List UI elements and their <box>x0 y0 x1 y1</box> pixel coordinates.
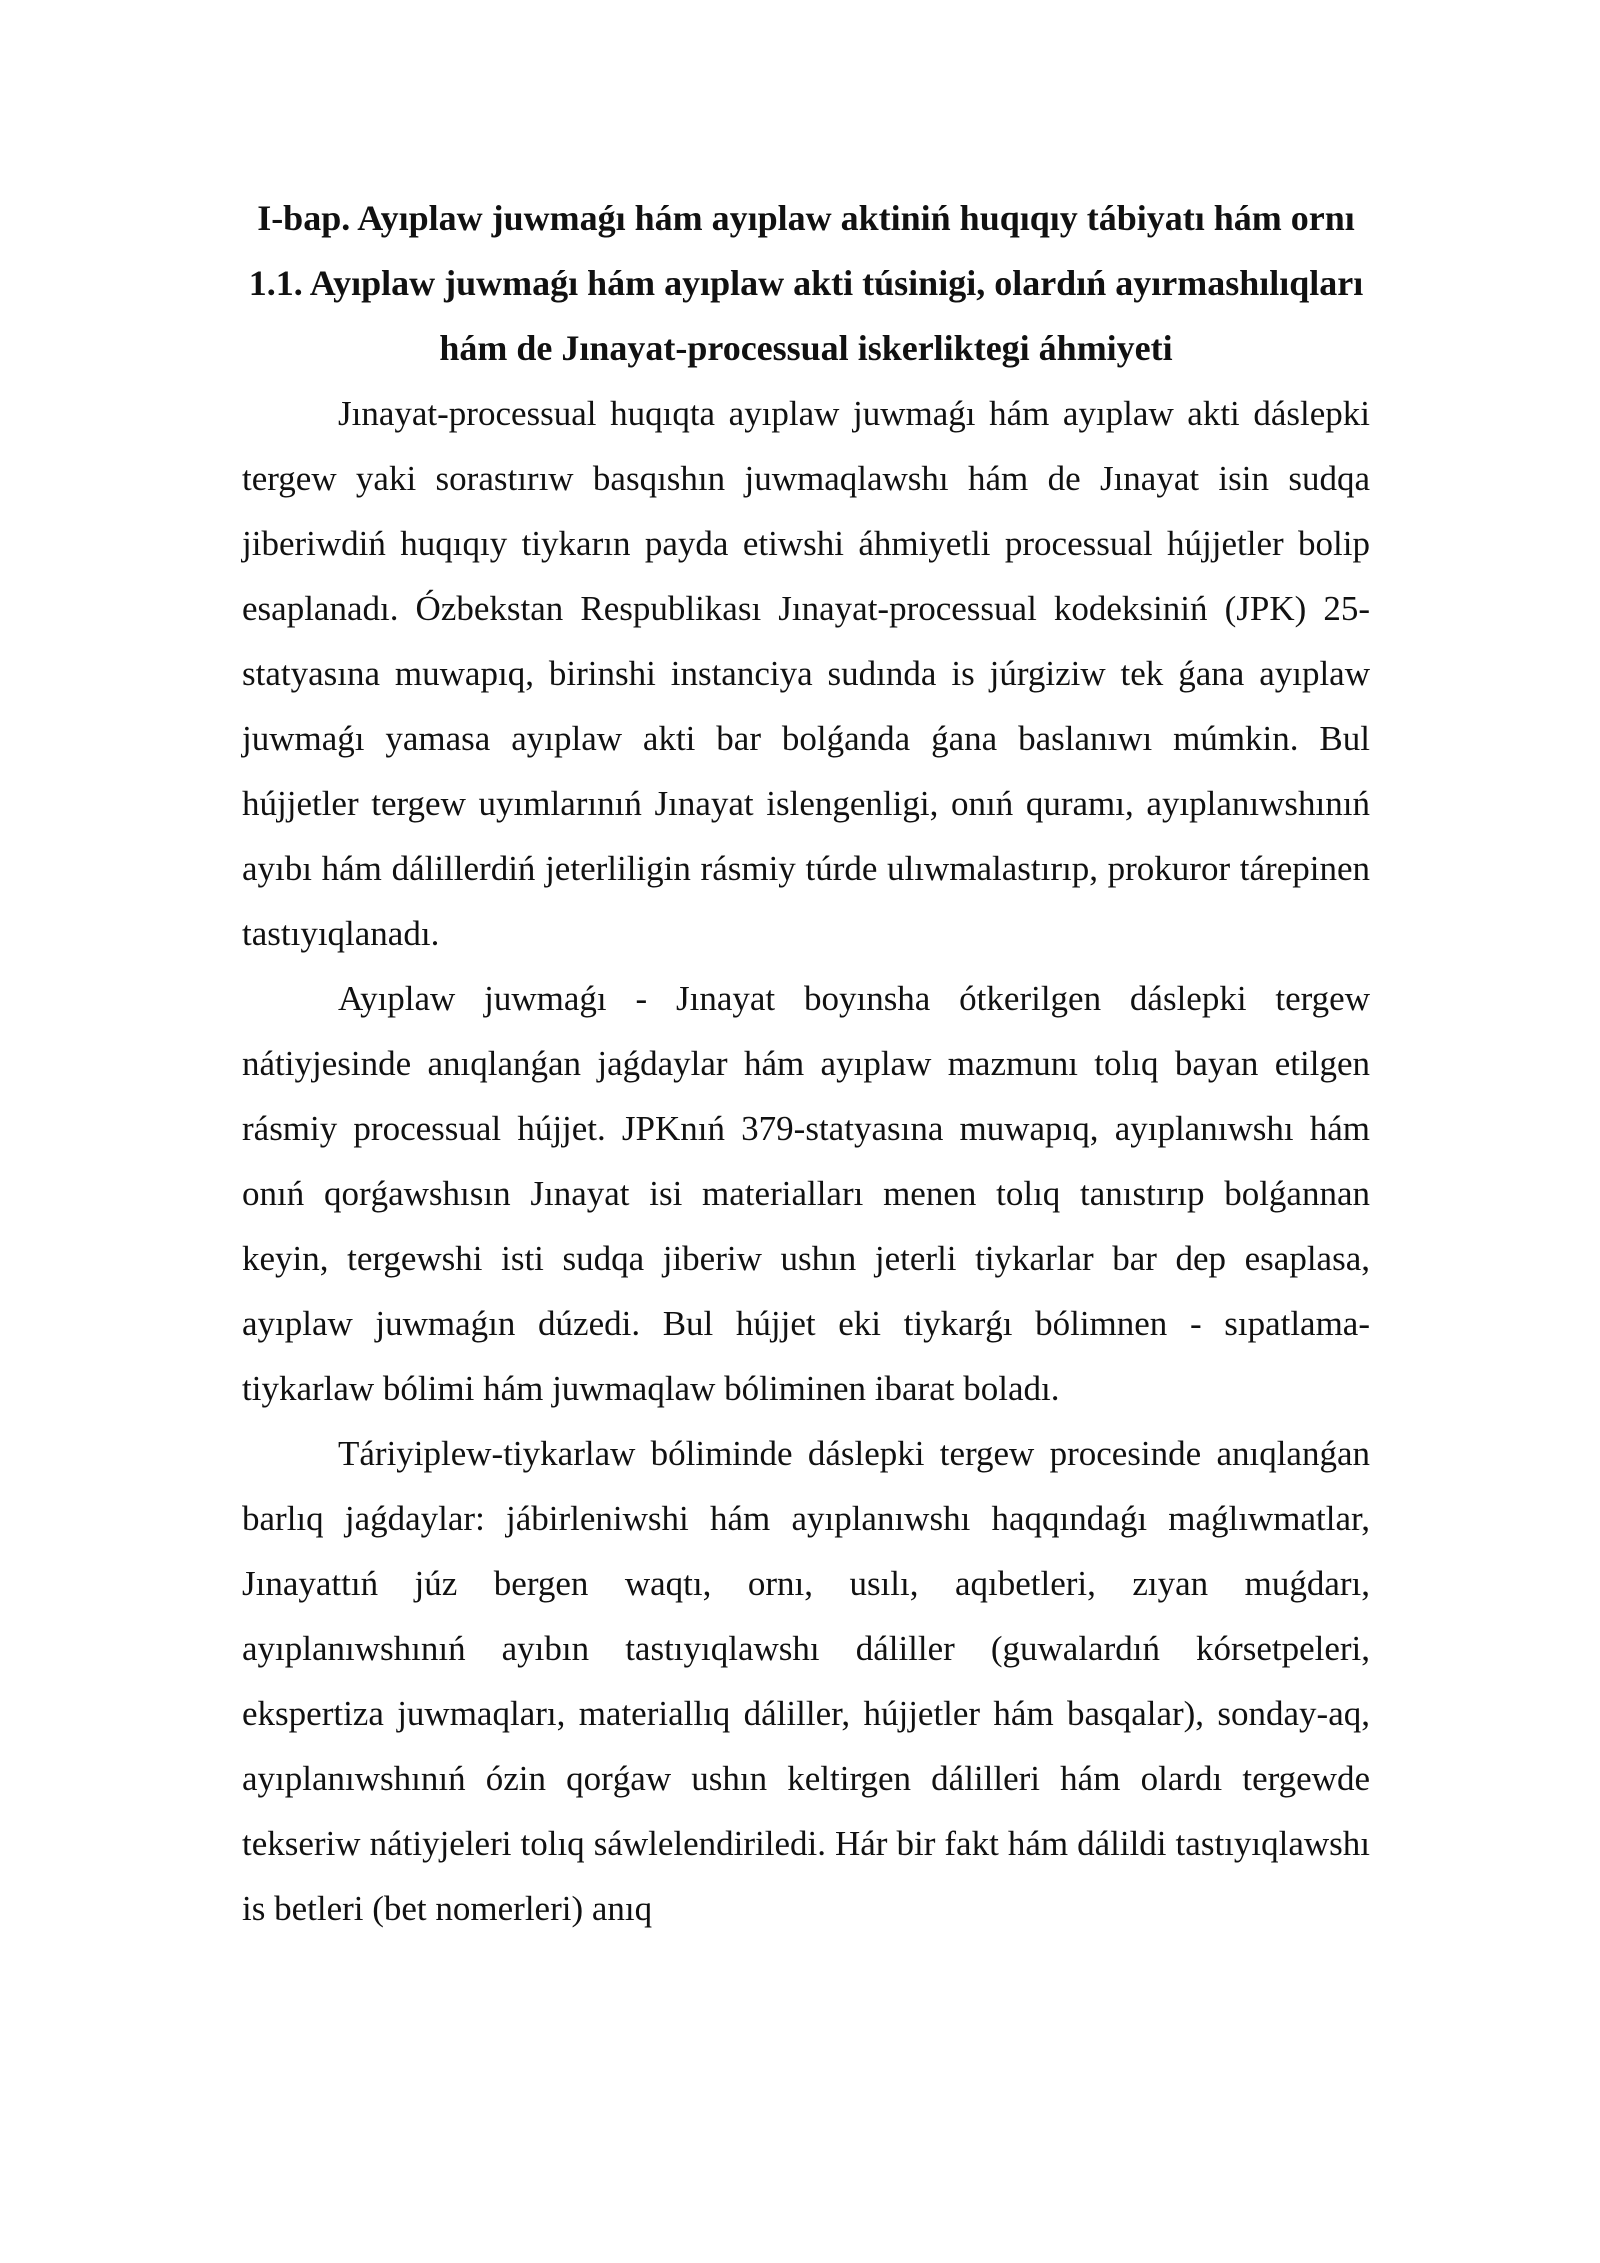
page-content <box>242 186 1370 1941</box>
paragraph-1: Jınayat-processual huqıqta ayıplaw juwmaǵı hám ayıplaw akti dáslepki tergew yaki sorastırıw basqıshın juwmaqlawshı hám de Jınayat isin sudqa jiberiwdiń huqıqıy tiykarın payda etiwshi áhmiyetli processual hújjetler bolip esaplanadı. Ózbekstan Respublikası Jınayat-processual kodeksiniń (JPK) 25-statyasına muwapıq, birinshi instanciya sudında is júrgiziw tek ǵana ayıplaw juwmaǵı yamasa ayıplaw akti bar bolǵanda ǵana baslanıwı múmkin. Bul hújjetler tergew uyımlarınıń Jınayat islengenligi, onıń quramı, ayıplanıwshınıń ayıbı hám dálillerdiń jeterliligin rásmiy túrde ulıwmalastırıp, prokuror tárepinen tastıyıqlanadı. <box>242 394 1370 953</box>
section-title: 1.1. Ayıplaw juwmaǵı hám ayıplaw akti túsinigi, olardıń ayırmashılıqları hám de Jınayat-processual iskerliktegi áhmiyeti <box>248 263 1364 368</box>
paragraph-2: Ayıplaw juwmaǵı - Jınayat boyınsha ótkerilgen dáslepki tergew nátiyjesinde anıqlanǵan jaǵdaylar hám ayıplaw mazmunı tolıq bayan etilgen rásmiy processual hújjet. JPKnıń 379-statyasına muwapıq, ayıplanıwshı hám onıń qorǵawshısın Jınayat isi materialları menen tolıq tanıstırıp bolǵannan keyin, tergewshi isti sudqa jiberiw ushın jeterli tiykarlar bar dep esaplasa, ayıplaw juwmaǵın dúzedi. Bul hújjet eki tiykarǵı bólimnen - sıpatlama-tiykarlaw bólimi hám juwmaqlaw bóliminen ibarat boladı. <box>242 979 1370 1408</box>
paragraph-3: Táriyiplew-tiykarlaw bóliminde dáslepki tergew procesinde anıqlanǵan barlıq jaǵdaylar: jábirleniwshi hám ayıplanıwshı haqqındaǵı maǵlıwmatlar, Jınayattıń júz bergen waqtı, ornı, usılı, aqıbetleri, zıyan muǵdarı, ayıplanıwshınıń ayıbın tastıyıqlawshı dáliller (guwalardıń kórsetpeleri, ekspertiza juwmaqları, materiallıq dáliller, hújjetler hám basqalar), sonday-aq, ayıplanıwshınıń ózin qorǵaw ushın keltirgen dálilleri hám olardı tergewde tekseriw nátiyjeleri tolıq sáwlelendiriledi. Hár bir fakt hám dálildi tastıyıqlawshı is betleri (bet nomerleri) anıq <box>242 1434 1370 1928</box>
chapter-title: I-bap. Ayıplaw juwmaǵı hám ayıplaw aktiniń huqıqıy tábiyatı hám ornı <box>257 198 1355 238</box>
